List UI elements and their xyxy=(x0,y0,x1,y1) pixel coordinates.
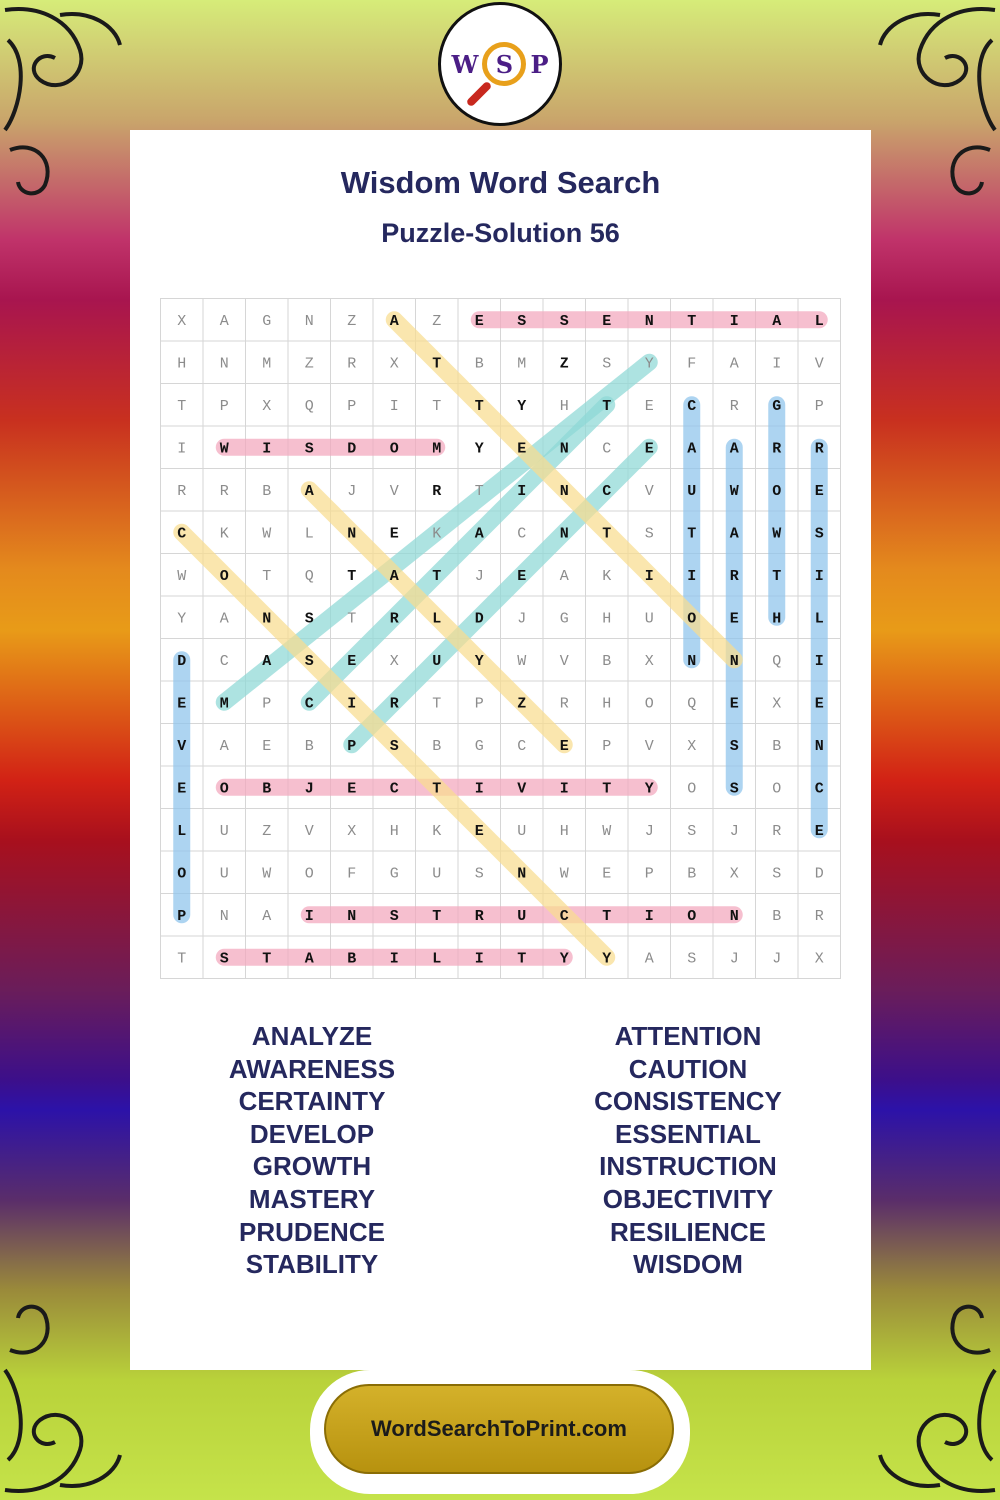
word-list-item: ANALYZE xyxy=(251,1021,373,1051)
grid-letter: I xyxy=(304,907,314,925)
grid-letter: A xyxy=(262,652,272,670)
grid-letter: B xyxy=(304,737,314,755)
grid-letter: C xyxy=(687,397,697,415)
grid-letter: O xyxy=(687,907,697,925)
grid-letter: N xyxy=(644,312,654,330)
grid-letter: T xyxy=(432,695,442,713)
grid-letter: Q xyxy=(772,652,782,670)
grid-letter: P xyxy=(814,397,824,415)
grid-letter: X xyxy=(772,695,782,713)
grid-letter: L xyxy=(814,312,824,330)
grid-letter: V xyxy=(644,737,654,755)
grid-letter: P xyxy=(262,695,272,713)
grid-letter: A xyxy=(389,312,399,330)
grid-letter: O xyxy=(219,567,229,585)
grid-letter: R xyxy=(814,440,824,458)
grid-letter: A xyxy=(644,950,654,968)
word-list-item: AWARENESS xyxy=(228,1053,396,1084)
grid-letter: A xyxy=(389,567,399,585)
grid-letter: K xyxy=(432,822,442,840)
grid-letter: O xyxy=(304,865,314,883)
grid-letter: G xyxy=(559,610,569,628)
grid-letter: A xyxy=(772,312,782,330)
grid-letter: Y xyxy=(602,950,612,968)
grid-letter: P xyxy=(602,737,612,755)
grid-letter: T xyxy=(432,355,442,373)
grid-letter: N xyxy=(219,907,229,925)
grid-letter: H xyxy=(389,822,399,840)
grid-letter: A xyxy=(304,482,314,500)
grid-letter: D xyxy=(177,652,187,670)
corner-ornament-bottom-right xyxy=(870,1300,1000,1500)
grid-letter: T xyxy=(517,950,527,968)
grid-letter: R xyxy=(814,907,824,925)
grid-letter: O xyxy=(389,440,399,458)
grid-letter: T xyxy=(177,397,187,415)
grid-letter: Z xyxy=(304,355,314,373)
grid-letter: K xyxy=(602,567,612,585)
grid-letter: I xyxy=(474,950,484,968)
grid-letter: E xyxy=(602,312,612,330)
grid-letter: E xyxy=(177,695,187,713)
grid-letter: I xyxy=(644,567,654,585)
grid-letter: N xyxy=(219,355,229,373)
grid-letter: Y xyxy=(644,355,654,373)
grid-letter: C xyxy=(304,695,314,713)
grid-letter: Y xyxy=(474,440,484,458)
grid-letter: N xyxy=(814,737,824,755)
grid-letter: P xyxy=(644,865,654,883)
grid-letter: N xyxy=(729,652,739,670)
grid-letter: E xyxy=(474,822,484,840)
grid-letter: U xyxy=(687,482,697,500)
word-list-item: PRUDENCE xyxy=(239,1216,385,1247)
grid-letter: B xyxy=(687,865,697,883)
grid-letter: N xyxy=(517,865,527,883)
grid-letter: P xyxy=(177,907,187,925)
grid-letter: E xyxy=(474,312,484,330)
grid-letter: B xyxy=(262,482,272,500)
grid-letter: D xyxy=(814,865,824,883)
grid-letter: T xyxy=(432,780,442,798)
grid-letter: T xyxy=(602,780,612,798)
grid-letter: S xyxy=(389,737,399,755)
grid-letter: H xyxy=(559,822,569,840)
grid-letter: I xyxy=(772,355,782,373)
grid-letter: U xyxy=(644,610,654,628)
grid-letter: E xyxy=(602,865,612,883)
grid-letter: P xyxy=(347,737,357,755)
grid-letter: I xyxy=(517,482,527,500)
grid-letter: I xyxy=(814,567,824,585)
grid-letter: T xyxy=(432,567,442,585)
grid-letter: T xyxy=(262,567,272,585)
grid-letter: N xyxy=(304,312,314,330)
grid-letter: H xyxy=(602,610,612,628)
grid-letter: Y xyxy=(644,780,654,798)
word-list-item: INSTRUCTION xyxy=(599,1151,777,1182)
grid-letter: S xyxy=(219,950,229,968)
grid-letter: R xyxy=(347,355,357,373)
grid-letter: I xyxy=(347,695,357,713)
grid-letter: J xyxy=(729,822,739,840)
grid-letter: X xyxy=(644,652,654,670)
grid-letter: X xyxy=(389,355,399,373)
grid-letter: O xyxy=(772,780,782,798)
grid-letter: S xyxy=(729,737,739,755)
grid-letter: O xyxy=(687,610,697,628)
grid-letter: O xyxy=(177,865,187,883)
grid-letter: V xyxy=(644,482,654,500)
grid-letter: G xyxy=(389,865,399,883)
grid-letter: Q xyxy=(304,567,314,585)
grid-letter: E xyxy=(347,780,357,798)
grid-letter: B xyxy=(772,907,782,925)
grid-letter: V xyxy=(517,780,527,798)
grid-letter: R xyxy=(389,695,399,713)
grid-letter: W xyxy=(559,865,569,883)
grid-letter: Y xyxy=(474,652,484,670)
grid-letter: T xyxy=(432,397,442,415)
grid-letter: P xyxy=(219,397,229,415)
logo-letter-p: P xyxy=(530,49,549,79)
grid-letter: N xyxy=(687,652,697,670)
grid-letter: V xyxy=(177,737,187,755)
grid-letter: R xyxy=(389,610,399,628)
grid-letter: O xyxy=(219,780,229,798)
grid-letter: T xyxy=(432,907,442,925)
grid-letter: Z xyxy=(517,695,527,713)
grid-letter: C xyxy=(814,780,824,798)
grid-letter: T xyxy=(687,525,697,543)
grid-letter: T xyxy=(602,907,612,925)
grid-letter: J xyxy=(729,950,739,968)
grid-letter: B xyxy=(432,737,442,755)
grid-letter: I xyxy=(687,567,697,585)
grid-letter: S xyxy=(304,610,314,628)
grid-letter: C xyxy=(517,737,527,755)
grid-letter: A xyxy=(474,525,484,543)
grid-letter: E xyxy=(729,695,739,713)
grid-letter: X xyxy=(729,865,739,883)
grid-letter: S xyxy=(602,355,612,373)
grid-letter: L xyxy=(177,822,187,840)
grid-letter: O xyxy=(644,695,654,713)
grid-letter: A xyxy=(729,355,739,373)
word-list-item: CONSISTENCY xyxy=(594,1086,782,1117)
grid-letter: W xyxy=(729,482,739,500)
grid-letter: N xyxy=(559,482,569,500)
grid-letter: P xyxy=(474,695,484,713)
grid-letter: T xyxy=(474,397,484,415)
grid-letter: M xyxy=(219,695,229,713)
corner-ornament-top-left xyxy=(0,0,130,200)
grid-letter: F xyxy=(347,865,357,883)
grid-letter: V xyxy=(814,355,824,373)
grid-letter: R xyxy=(729,397,739,415)
word-list-right xyxy=(538,1020,838,1281)
grid-letter: E xyxy=(644,440,654,458)
logo-letter-s: S xyxy=(495,49,514,79)
grid-letter: Y xyxy=(177,610,187,628)
grid-letter: T xyxy=(602,525,612,543)
word-list-item: RESILIENCE xyxy=(609,1216,767,1247)
grid-letter: N xyxy=(262,610,272,628)
grid-letter: E xyxy=(517,440,527,458)
grid-letter: B xyxy=(772,737,782,755)
grid-letter: I xyxy=(644,907,654,925)
grid-letter: W xyxy=(772,525,782,543)
grid-letter: T xyxy=(474,482,484,500)
grid-letter: G xyxy=(474,737,484,755)
wsp-logo xyxy=(438,2,562,126)
grid-letter: M xyxy=(517,355,527,373)
grid-letter: A xyxy=(729,525,739,543)
grid-letter: A xyxy=(219,312,229,330)
grid-letter: R xyxy=(177,482,187,500)
grid-letter: T xyxy=(177,950,187,968)
grid-letter: A xyxy=(559,567,569,585)
word-list-item: DEVELOP xyxy=(249,1118,375,1149)
grid-letter: C xyxy=(602,482,612,500)
grid-letter: S xyxy=(304,652,314,670)
grid-letter: S xyxy=(389,907,399,925)
grid-letter: R xyxy=(474,907,484,925)
grid-letter: H xyxy=(602,695,612,713)
grid-letter: X xyxy=(687,737,697,755)
grid-letter: G xyxy=(772,397,782,415)
grid-letter: B xyxy=(474,355,484,373)
magnifier-handle xyxy=(466,81,493,108)
grid-letter: J xyxy=(517,610,527,628)
grid-letter: T xyxy=(687,312,697,330)
grid-letter: J xyxy=(474,567,484,585)
word-list-item: GROWTH xyxy=(252,1151,372,1182)
word-list-item: CAUTION xyxy=(628,1053,748,1084)
grid-letter: X xyxy=(262,397,272,415)
grid-letter: H xyxy=(559,397,569,415)
word-list-item: MASTERY xyxy=(248,1183,376,1214)
grid-letter: U xyxy=(517,822,527,840)
grid-letter: K xyxy=(219,525,229,543)
word-list-left xyxy=(162,1020,462,1281)
grid-letter: Y xyxy=(517,397,527,415)
grid-letter: W xyxy=(177,567,187,585)
grid-letter: I xyxy=(262,440,272,458)
page-title: Wisdom Word Search xyxy=(340,165,661,200)
grid-letter: N xyxy=(559,525,569,543)
grid-letter: S xyxy=(729,780,739,798)
grid-letter: A xyxy=(262,907,272,925)
grid-letter: G xyxy=(262,312,272,330)
grid-letter: V xyxy=(389,482,399,500)
corner-ornament-bottom-left xyxy=(0,1300,130,1500)
grid-letter: C xyxy=(389,780,399,798)
grid-letter: D xyxy=(347,440,357,458)
grid-letter: X xyxy=(389,652,399,670)
grid-letter: E xyxy=(729,610,739,628)
grid-letter: W xyxy=(262,525,272,543)
grid-letter: U xyxy=(219,822,229,840)
grid-letter: N xyxy=(347,907,357,925)
grid-letter: S xyxy=(517,312,527,330)
grid-letter: O xyxy=(772,482,782,500)
logo-letter-w: W xyxy=(451,49,479,79)
grid-letter: W xyxy=(517,652,527,670)
word-list-item: CERTAINTY xyxy=(238,1086,386,1117)
grid-letter: H xyxy=(772,610,782,628)
grid-letter: J xyxy=(304,780,314,798)
grid-letter: J xyxy=(772,950,782,968)
grid-letter: N xyxy=(729,907,739,925)
grid-letter: E xyxy=(814,482,824,500)
grid-letter: C xyxy=(177,525,187,543)
grid-letter: V xyxy=(304,822,314,840)
word-list-item: ESSENTIAL xyxy=(615,1118,761,1149)
grid-letter: I xyxy=(389,397,399,415)
grid-letter: N xyxy=(347,525,357,543)
grid-letter: E xyxy=(644,397,654,415)
grid-letter: T xyxy=(347,567,357,585)
grid-letter: W xyxy=(219,440,229,458)
footer-badge xyxy=(310,1370,690,1494)
grid-letter: O xyxy=(687,780,697,798)
grid-letter: A xyxy=(687,440,697,458)
grid-letter: U xyxy=(432,652,442,670)
grid-letter: E xyxy=(262,737,272,755)
grid-letter: D xyxy=(474,610,484,628)
grid-letter: L xyxy=(304,525,314,543)
grid-letter: Z xyxy=(347,312,357,330)
grid-letter: S xyxy=(687,822,697,840)
grid-letter: J xyxy=(644,822,654,840)
grid-letter: A xyxy=(219,737,229,755)
grid-letter: C xyxy=(517,525,527,543)
grid-letter: X xyxy=(177,312,187,330)
grid-letter: R xyxy=(772,822,782,840)
grid-letter: L xyxy=(432,610,442,628)
grid-letter: I xyxy=(177,440,187,458)
grid-letter: S xyxy=(559,312,569,330)
grid-letter: S xyxy=(304,440,314,458)
grid-letter: Q xyxy=(687,695,697,713)
site-link-button[interactable]: WordSearchToPrint.com xyxy=(324,1384,674,1474)
grid-letter: E xyxy=(389,525,399,543)
grid-letter: E xyxy=(559,737,569,755)
grid-letter: X xyxy=(347,822,357,840)
grid-letter: K xyxy=(432,525,442,543)
grid-letter: R xyxy=(219,482,229,500)
grid-letter: E xyxy=(347,652,357,670)
grid-letter: E xyxy=(814,822,824,840)
corner-ornament-top-right xyxy=(870,0,1000,200)
grid-letter: S xyxy=(772,865,782,883)
grid-letter: R xyxy=(772,440,782,458)
grid-letter: T xyxy=(262,950,272,968)
grid-letter: R xyxy=(432,482,442,500)
magnifier-icon xyxy=(482,42,526,86)
grid-letter: U xyxy=(432,865,442,883)
grid-letter: V xyxy=(559,652,569,670)
grid-letter: R xyxy=(729,567,739,585)
grid-letter: W xyxy=(602,822,612,840)
grid-letter: A xyxy=(729,440,739,458)
word-list-item: OBJECTIVITY xyxy=(602,1183,774,1214)
grid-letter: F xyxy=(687,355,697,373)
grid-letter: M xyxy=(432,440,442,458)
grid-letter: A xyxy=(219,610,229,628)
grid-letter: P xyxy=(347,397,357,415)
grid-letter: C xyxy=(219,652,229,670)
grid-letter: U xyxy=(517,907,527,925)
word-list-item: ATTENTION xyxy=(614,1021,762,1051)
grid-letter: Z xyxy=(262,822,272,840)
grid-letter: Q xyxy=(304,397,314,415)
grid-letter: Z xyxy=(559,355,569,373)
grid-letter: T xyxy=(602,397,612,415)
grid-letter: S xyxy=(814,525,824,543)
grid-letter: U xyxy=(219,865,229,883)
grid-letter: I xyxy=(474,780,484,798)
grid-letter: T xyxy=(347,610,357,628)
grid-letter: A xyxy=(304,950,314,968)
grid-letter: I xyxy=(729,312,739,330)
grid-letter: I xyxy=(559,780,569,798)
grid-letter: S xyxy=(644,525,654,543)
grid-letter: B xyxy=(602,652,612,670)
puzzle-panel xyxy=(130,130,871,1370)
grid-letter: B xyxy=(347,950,357,968)
grid-letter: L xyxy=(432,950,442,968)
word-list-item: WISDOM xyxy=(633,1249,743,1280)
word-search-grid xyxy=(160,298,841,979)
grid-letter: H xyxy=(177,355,187,373)
grid-letter: L xyxy=(814,610,824,628)
grid-letter: J xyxy=(347,482,357,500)
grid-letter: R xyxy=(559,695,569,713)
word-list-item: STABILITY xyxy=(245,1249,379,1280)
grid-letter: X xyxy=(814,950,824,968)
grid-letter: Z xyxy=(432,312,442,330)
grid-letter: W xyxy=(262,865,272,883)
page-subtitle: Puzzle-Solution 56 xyxy=(381,218,620,248)
grid-letter: Y xyxy=(559,950,569,968)
grid-letter: T xyxy=(772,567,782,585)
grid-letter: M xyxy=(262,355,272,373)
grid-letter: E xyxy=(177,780,187,798)
grid-letter: N xyxy=(559,440,569,458)
grid-letter: S xyxy=(687,950,697,968)
grid-letter: S xyxy=(474,865,484,883)
grid-letter: C xyxy=(559,907,569,925)
grid-letter: C xyxy=(602,440,612,458)
grid-letter: E xyxy=(814,695,824,713)
grid-letter: E xyxy=(517,567,527,585)
grid-letter: I xyxy=(814,652,824,670)
grid-letter: B xyxy=(262,780,272,798)
grid-letter: I xyxy=(389,950,399,968)
